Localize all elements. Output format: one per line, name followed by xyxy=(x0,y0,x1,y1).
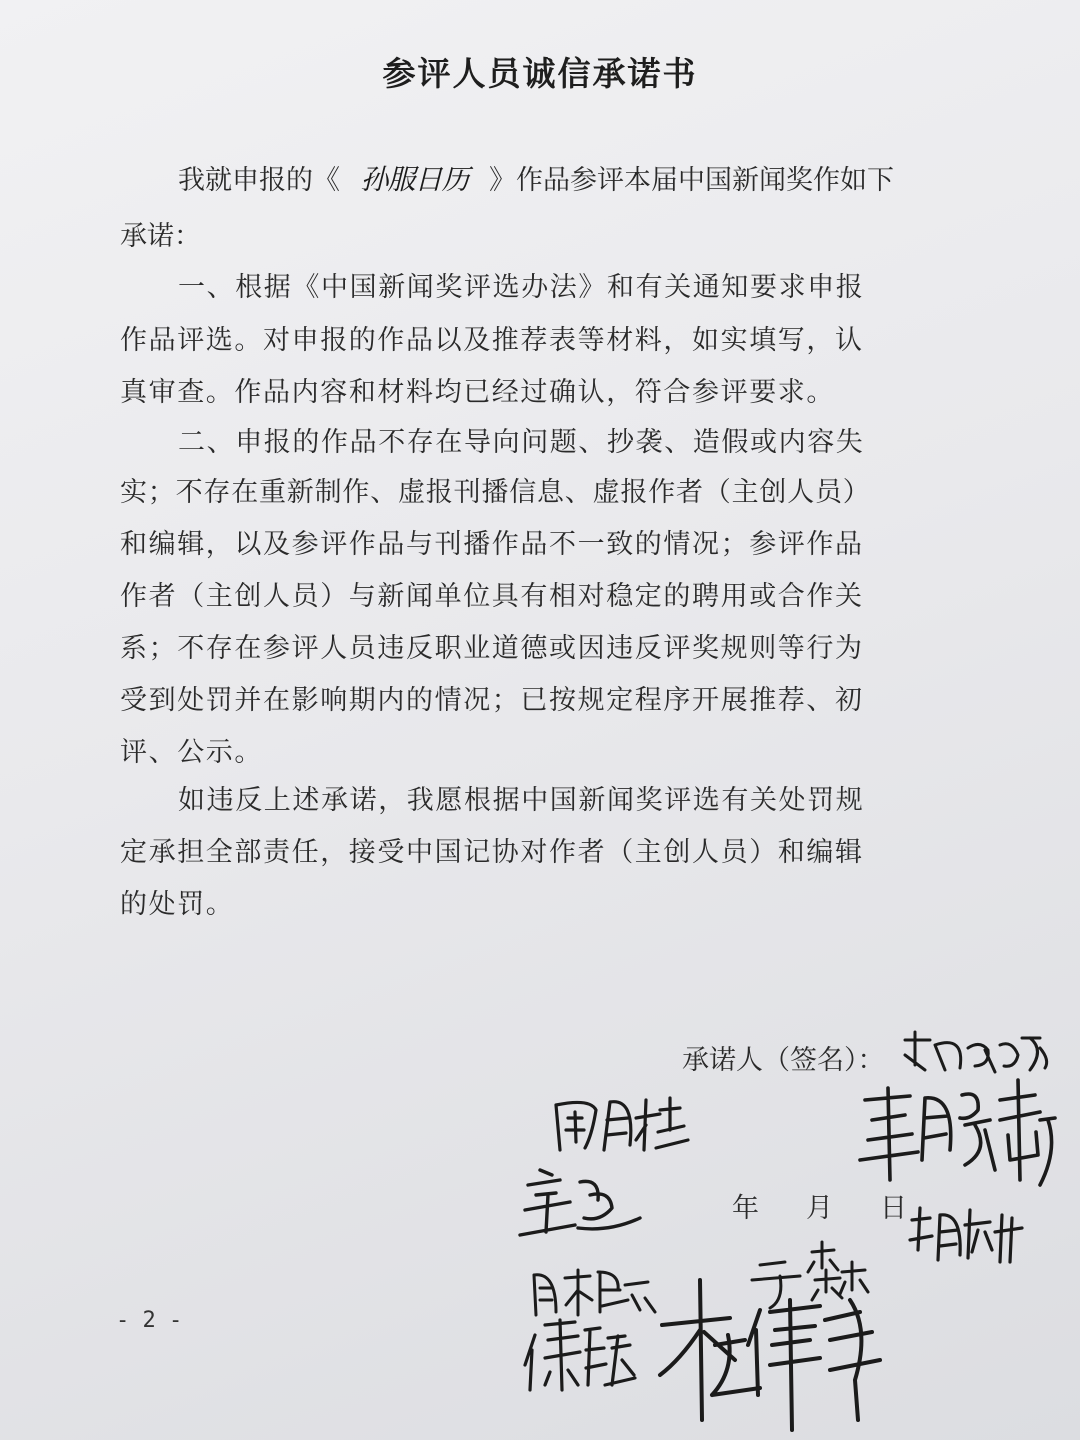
signature-1 xyxy=(905,1032,1047,1072)
page-number: - 2 - xyxy=(116,1308,183,1333)
date-year: 年 xyxy=(732,1193,759,1224)
signature-3 xyxy=(860,1080,1055,1185)
signature-9 xyxy=(660,1280,880,1430)
signature-2 xyxy=(556,1098,688,1150)
para3-line-3: 的处罚。 xyxy=(120,889,235,920)
para1-line-2: 作品评选。对申报的作品以及推荐表等材料，如实填写，认 xyxy=(120,325,864,356)
document-title: 参评人员诚信承诺书 xyxy=(382,54,698,93)
para1-line-3: 真审查。作品内容和材料均已经过确认，符合参评要求。 xyxy=(120,377,835,408)
intro-prefix: 我就申报的《 xyxy=(178,165,340,196)
signature-4 xyxy=(520,1170,640,1235)
para3-line-2: 定承担全部责任，接受中国记协对作者（主创人员）和编辑 xyxy=(120,837,864,868)
signature-7 xyxy=(534,1270,655,1315)
para2-line-3: 和编辑，以及参评作品与刊播作品不一致的情况；参评作品 xyxy=(120,529,864,560)
para2-line-2: 实；不存在重新制作、虚报刊播信息、虚报作者（主创人员） xyxy=(120,477,871,508)
signature-5 xyxy=(910,1208,1022,1262)
para2-line-4: 作者（主创人员）与新闻单位具有相对稳定的聘用或合作关 xyxy=(120,581,864,612)
intro-suffix: 》作品参评本届中国新闻奖作如下 xyxy=(488,165,894,196)
signature-6 xyxy=(752,1242,868,1308)
intro-line-2: 承诺： xyxy=(120,221,201,252)
para2-line-6: 受到处罚并在影响期内的情况；已按规定程序开展推荐、初 xyxy=(120,685,864,716)
date-day: 日 xyxy=(880,1193,907,1224)
para2-line-7: 评、公示。 xyxy=(120,737,263,768)
para1-line-1: 一、根据《中国新闻奖评选办法》和有关通知要求申报 xyxy=(178,272,865,303)
intro-line xyxy=(178,158,894,198)
date-month: 月 xyxy=(806,1193,833,1224)
signature-label: 承诺人（签名）： xyxy=(682,1045,885,1076)
handwritten-work-name: 孙服日历 xyxy=(360,163,469,196)
para3-line-1: 如违反上述承诺，我愿根据中国新闻奖评选有关处罚规 xyxy=(178,785,865,816)
para2-line-1: 二、申报的作品不存在导向问题、抄袭、造假或内容失 xyxy=(178,427,865,458)
para2-line-5: 系；不存在参评人员违反职业道德或因违反评奖规则等行为 xyxy=(120,633,864,664)
signature-8 xyxy=(525,1320,635,1390)
